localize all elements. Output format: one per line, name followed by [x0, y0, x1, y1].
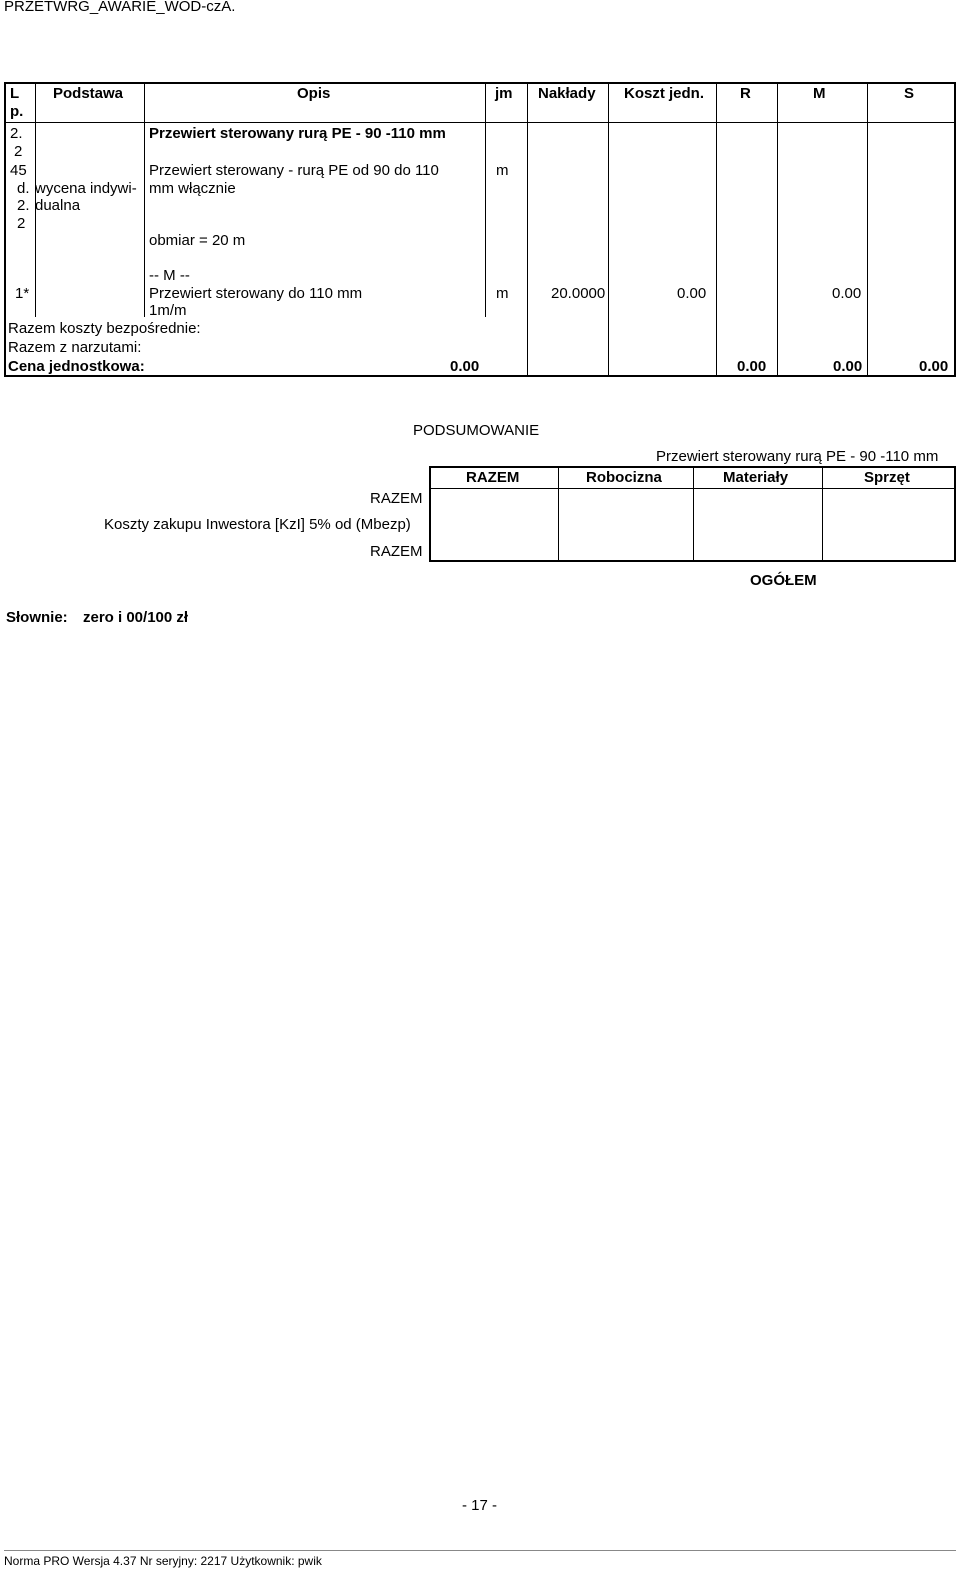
file-title: PRZETWRG_AWARIE_WOD-czA. [4, 0, 236, 15]
position-podstawa-1: wycena indywi- [35, 180, 137, 197]
unit-price-m: 0.00 [833, 358, 863, 375]
col-koszt-jedn: Koszt jedn. [624, 85, 705, 102]
col-lp-b: p. [10, 103, 24, 120]
col-lp-a: L [10, 85, 20, 102]
summary-heading: PODSUMOWANIE [413, 422, 540, 439]
col-s: S [904, 85, 915, 102]
item-lp: 1* [15, 285, 30, 302]
summary-row-razem-1: RAZEM [370, 490, 423, 507]
item-unit-note: 1m/m [149, 302, 187, 319]
summary-row-razem-2: RAZEM [370, 543, 423, 560]
item-naklady: 20.0000 [551, 285, 606, 302]
summary-col-sprzet: Sprzęt [864, 469, 910, 486]
col-opis: Opis [297, 85, 331, 102]
footer-text: Norma PRO Wersja 4.37 Nr seryjny: 2217 Użytkownik: pwik [4, 1554, 322, 1568]
position-opis-1: Przewiert sterowany - rurą PE od 90 do 110 [149, 162, 439, 179]
words-value: zero i 00/100 zł [83, 609, 189, 626]
summary-col-razem: RAZEM [466, 469, 520, 486]
item-jm: m [496, 285, 509, 302]
position-podstawa-2: dualna [35, 197, 81, 214]
summary-subtitle: Przewiert sterowany rurą PE - 90 -110 mm [656, 448, 939, 465]
words-label: Słownie: [6, 609, 68, 626]
group-label: -- M -- [149, 267, 190, 284]
total-direct-label: Razem koszty bezpośrednie: [8, 320, 201, 337]
item-opis: Przewiert sterowany do 110 mm [149, 285, 363, 302]
summary-row-kzi: Koszty zakupu Inwestora [KzI] 5% od (Mbezp) [104, 516, 411, 533]
col-jm: jm [495, 85, 513, 102]
footer-divider [4, 1550, 956, 1551]
unit-price-r: 0.00 [737, 358, 767, 375]
section-lp-b: 2 [14, 143, 23, 160]
col-naklady: Nakłady [538, 85, 596, 102]
summary-ogolem: OGÓŁEM [750, 572, 817, 589]
position-lp-3: 2. [17, 197, 30, 214]
item-koszt-jedn: 0.00 [677, 285, 707, 302]
position-lp-2: d. [17, 180, 30, 197]
position-lp-1: 45 [10, 162, 27, 179]
col-podstawa: Podstawa [53, 85, 124, 102]
position-opis-2: mm włącznie [149, 180, 236, 197]
total-overhead-label: Razem z narzutami: [8, 339, 142, 356]
unit-price-s: 0.00 [919, 358, 949, 375]
summary-col-robocizna: Robocizna [586, 469, 662, 486]
position-jm: m [496, 162, 509, 179]
item-m-value: 0.00 [832, 285, 862, 302]
col-r: R [740, 85, 751, 102]
section-lp-a: 2. [10, 125, 23, 142]
position-lp-4: 2 [17, 215, 26, 232]
unit-price-value: 0.00 [450, 358, 480, 375]
col-m: M [813, 85, 826, 102]
unit-price-label: Cena jednostkowa: [8, 358, 145, 375]
section-title: Przewiert sterowany rurą PE - 90 -110 mm [149, 125, 446, 142]
summary-col-materialy: Materiały [723, 469, 789, 486]
page-number: - 17 - [462, 1497, 498, 1514]
position-obmiar: obmiar = 20 m [149, 232, 246, 249]
